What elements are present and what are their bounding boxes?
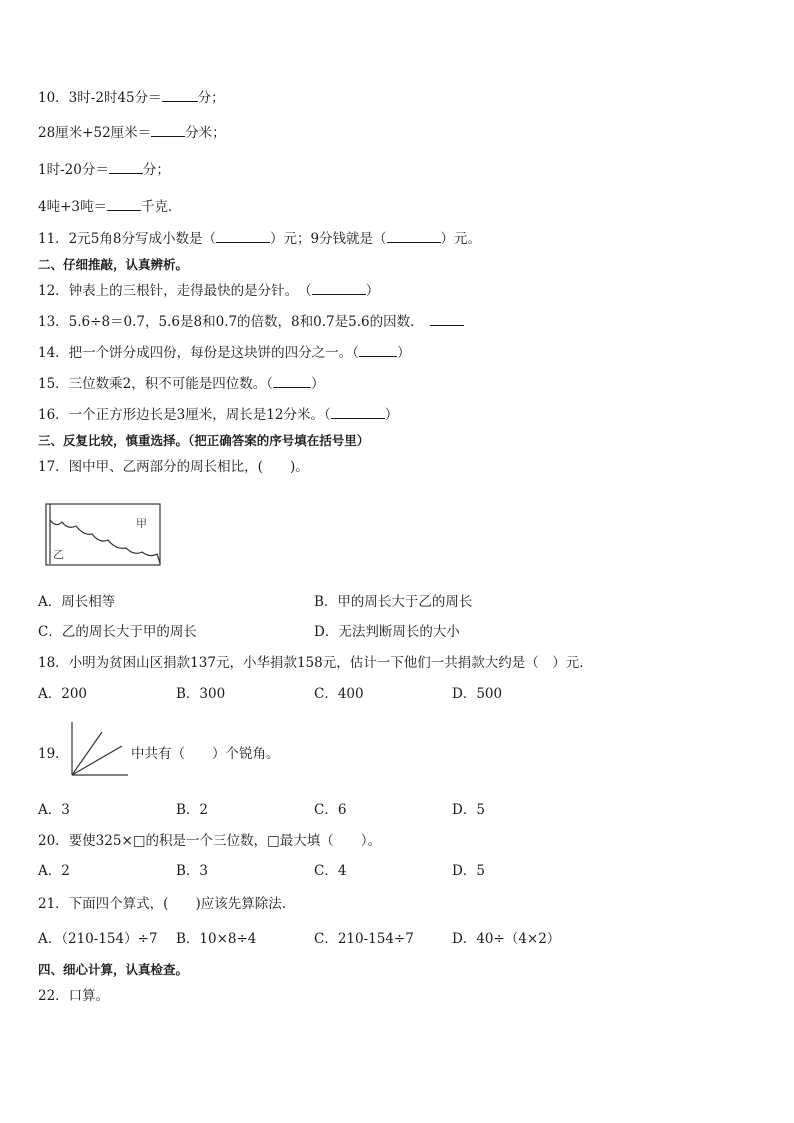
q20-option-a[interactable]: A．2 — [38, 863, 70, 879]
q21-option-a[interactable]: A．（210-154）÷7 — [38, 931, 158, 947]
q19-angle-figure — [68, 720, 130, 778]
q11: 11．2元5角8分写成小数是（ ）元；9分钱就是（ ）元。 — [38, 231, 482, 247]
answer-blank[interactable] — [312, 281, 366, 295]
q17-option-a[interactable]: A．周长相等 — [38, 594, 116, 610]
dividing-curve — [50, 504, 160, 563]
answer-blank[interactable] — [162, 88, 198, 102]
section-4-heading: 四、细心计算，认真检查。 — [38, 962, 189, 977]
q10-line-2: 28厘米+52厘米＝ 分米； — [38, 125, 226, 141]
q18-option-d[interactable]: D．500 — [452, 686, 503, 702]
q17-option-d[interactable]: D．无法判断周长的大小 — [314, 624, 460, 640]
q19-option-a[interactable]: A．3 — [38, 802, 70, 818]
section-3-heading: 三、反复比较，慎重选择。（把正确答案的序号填在括号里） — [38, 433, 370, 448]
q10-line-1: 10．3时-2时45分＝ 分； — [38, 90, 225, 106]
q20-option-c[interactable]: C．4 — [314, 863, 347, 879]
answer-blank[interactable] — [331, 405, 385, 419]
q20-option-d[interactable]: D．5 — [452, 863, 485, 879]
q21-option-c[interactable]: C．210-154÷7 — [314, 931, 414, 947]
q21-stem: 21．下面四个算式，( )应该先算除法. — [38, 896, 287, 912]
q19-option-b[interactable]: B．2 — [176, 802, 209, 818]
label-yi: 乙 — [53, 548, 64, 561]
answer-blank[interactable] — [151, 123, 185, 137]
answer-blank[interactable] — [216, 229, 270, 243]
q19-option-c[interactable]: C．6 — [314, 802, 347, 818]
q20-stem: 20．要使325×□的积是一个三位数，□最大填（ ）。 — [38, 833, 382, 849]
q17-figure — [40, 500, 164, 568]
q10-line-4: 4吨+3吨＝ 千克． — [38, 199, 182, 215]
q18-option-b[interactable]: B．300 — [176, 686, 226, 702]
q12: 12．钟表上的三根针，走得最快的是分针。 （ ） — [38, 283, 380, 299]
section-2-heading: 二、仔细推敲，认真辨析。 — [38, 257, 189, 272]
angle-ray-2 — [72, 746, 122, 775]
answer-blank[interactable] — [273, 374, 311, 388]
q18-stem: 18．小明为贫困山区捐款137元，小华捐款158元，估计一下他们一共捐款大约是（ ）元． — [38, 655, 593, 671]
q18-option-a[interactable]: A．200 — [38, 686, 88, 702]
q16: 16．一个正方形边长是3厘米，周长是12分米。（ ） — [38, 407, 399, 423]
q18-option-c[interactable]: C．400 — [314, 686, 364, 702]
q15: 15．三位数乘2，积不可能是四位数。（ ） — [38, 376, 325, 392]
q14: 14．把一个饼分成四份，每份是这块饼的四分之一。（ ） — [38, 345, 411, 361]
q21-option-d[interactable]: D．40÷（4×2） — [452, 931, 561, 947]
answer-blank[interactable] — [109, 160, 143, 174]
q19-option-d[interactable]: D．5 — [452, 802, 485, 818]
q19-number: 19． — [38, 746, 69, 762]
answer-blank[interactable] — [359, 343, 397, 357]
answer-blank[interactable] — [107, 197, 141, 211]
q17-option-b[interactable]: B．甲的周长大于乙的周长 — [314, 594, 473, 610]
q22-stem: 22．口算。 — [38, 988, 110, 1004]
label-jia: 甲 — [136, 517, 147, 530]
q10-line-3: 1时-20分＝ 分； — [38, 162, 170, 178]
q19-stem: 中共有（ ）个锐角。 — [131, 746, 280, 762]
q17-option-c[interactable]: C．乙的周长大于甲的周长 — [38, 624, 197, 640]
q20-option-b[interactable]: B．3 — [176, 863, 209, 879]
q13: 13．5.6÷8＝0.7，5.6是8和0.7的倍数，8和0.7是5.6的因数． — [38, 312, 464, 331]
answer-blank[interactable] — [387, 229, 441, 243]
answer-blank[interactable] — [430, 312, 464, 326]
angle-ray-1 — [72, 732, 102, 775]
q21-option-b[interactable]: B．10×8÷4 — [176, 931, 257, 947]
q17-stem: 17．图中甲、乙两部分的周长相比，( )。 — [38, 459, 309, 475]
